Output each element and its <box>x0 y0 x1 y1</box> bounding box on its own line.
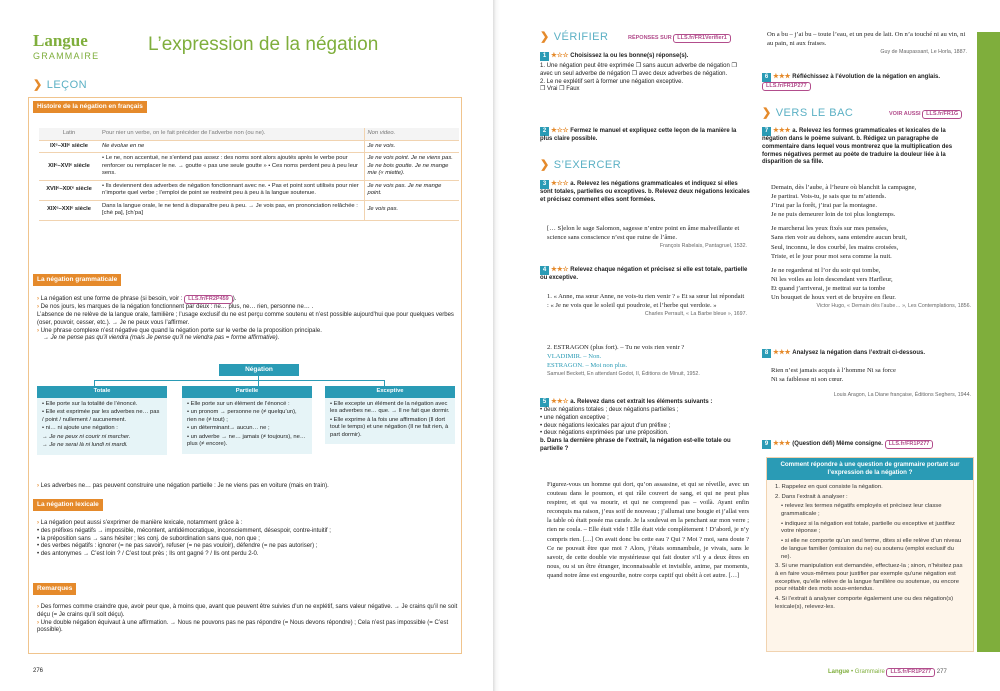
list-item: • la préposition sans → sans hésiter ; les conj. de subordination sans que, non que ; <box>37 535 260 542</box>
poem-line: Un bouquet de houx vert et de bruyère en fleur. <box>771 294 896 302</box>
poem-line: J’irai par la forêt, j’irai par la montagne. <box>771 202 878 210</box>
chevron-icon: › <box>37 483 41 489</box>
list-item: → Je ne serai là ni lundi ni mardi. <box>42 442 128 449</box>
exercise-1 <box>540 52 750 94</box>
poem-line: Je partirai. Vois-tu, je sais que tu m’attends. <box>771 193 887 201</box>
chevron-icon: › <box>37 304 41 311</box>
table-row <box>39 128 459 140</box>
see-also <box>889 110 962 119</box>
text: Des formes comme craindre que, avoir peur que, à moins que, avant que peuvent être suivies d’un ne explétif, sans valeur négative. → Je crains qu’il ne soit déçu (= Je crains qu’il soit déçu). <box>37 604 458 618</box>
method-box <box>766 457 974 652</box>
table-cell: Je vois pas. <box>364 200 459 220</box>
brand-title: Langue <box>33 31 88 50</box>
poem-line: Je ne regarderai ni l’or du soir qui tombe, <box>771 266 881 274</box>
poem-line: Ni sa faiblesse ni son cœur. <box>771 376 844 384</box>
paragraph: → Je ne pense pas qu’il viendra (mais Je pense qu’il ne viendra pas = forme affirmative). <box>43 335 280 342</box>
exercise-2 <box>540 127 750 144</box>
tree-line <box>94 380 385 381</box>
text: Fermez le manuel et expliquez cette leçon de la manière la plus claire possible. <box>540 128 737 142</box>
chevron-icon: › <box>37 619 41 626</box>
table-cell: • Ils deviennent des adverbes de négation fonctionnant avec ne. • Pas et point sont utilisés pour nier n’importe quel verbe ; l’emploi de point se restreint peu à peu à la langue soutenue. <box>99 180 364 200</box>
list-item: • indiquez si la négation est totale, partielle ou exceptive et justifiez votre réponse ; <box>781 520 955 535</box>
list-item: • deux négations exprimées par une préposition. <box>540 430 669 437</box>
col-totale <box>37 386 167 455</box>
poem-line: Je marcherai les yeux fixés sur mes pensées, <box>771 225 889 233</box>
poem-line: Et quand j’arriverai, je mettrai sur ta tombe <box>771 284 886 292</box>
list-item: • un adverbe → ne… jamais (≠ toujours), ne… plus (≠ encore). <box>187 433 306 448</box>
paragraph <box>37 620 461 636</box>
poem-line: Rien n’est jamais acquis à l’homme Ni sa force <box>771 367 896 374</box>
table-cell: Je ne vois point. Je ne viens pas. Je ne bois goutte. Je ne mange mie (« miette). <box>364 153 459 181</box>
list-item: 3. Si une manipulation est demandée, effectuez-la ; sinon, n’hésitez pas à en faire vous-mêmes pour justifier par exemple qu’une négation est exceptive, qu’elle relève de la langue familière ou soutenue, ou encore pour rétablir des mots sous-entendus. <box>775 563 963 593</box>
table-row <box>39 180 459 200</box>
quote-source: Charles Perrault, « La Barbe bleue », 1697. <box>644 311 747 318</box>
quote-source: François Rabelais, Pantagruel, 1532. <box>659 243 747 250</box>
quote-text: 1. « Anne, ma sœur Anne, ne vois-tu rien venir ? » Et sa sœur lui répondait : « Je ne vois que le soleil qui poudroie, et l’herbe qui verdoie. » <box>547 293 745 310</box>
lex-text <box>37 520 461 559</box>
exercise-number: 7 <box>762 127 771 136</box>
exercise-text: 2. Le ne explétif sert à former une négation exceptive. <box>540 78 684 85</box>
link-tag[interactable]: LLS.fr/FR1Verifier1 <box>673 34 731 43</box>
quote-source: Samuel Beckett, En attendant Godot, II, Éditions de Minuit, 1952. <box>547 371 700 378</box>
exercise-text: b. Dans la dernière phrase de l’extrait, la négation est-elle totale ou partielle ? <box>540 438 731 452</box>
list-item: • ni… ni ajoute une négation : <box>42 425 118 432</box>
footer-label <box>828 668 947 677</box>
exercise-number: 8 <box>762 349 771 358</box>
col-list <box>182 398 312 454</box>
section-verifier <box>540 30 608 44</box>
list-item: → Je ne peux ni courir ni marcher. <box>42 433 131 440</box>
list-item: • une négation exceptive ; <box>540 414 609 421</box>
table-cell: Je ne vois pas. Je ne mange point. <box>364 180 459 200</box>
page-number: 277 <box>936 669 947 675</box>
section-label: LEÇON <box>46 79 88 91</box>
exercise-text: 1. Une négation peut être exprimée ❒ sans aucun adverbe de négation ❒ avec un seul adverbe de négation ❒ avec deux adverbes de négation. <box>540 63 737 77</box>
paragraph <box>37 304 461 312</box>
text: des verbes négatifs : ignorer (= ne pas savoir), refuser (= ne pas vouloir), défendre (= ne pas autoriser) ; <box>40 543 318 550</box>
side-tab <box>977 32 1000 652</box>
lexical-bar: La négation lexicale <box>33 499 103 511</box>
poem-line: Triste, et le jour pour moi sera comme la nuit. <box>771 252 892 260</box>
list-item: • deux négations totales ; deux négations partielles ; <box>540 407 679 413</box>
col-head: Exceptive <box>325 386 455 398</box>
gram-text <box>37 295 461 343</box>
method-title: Comment répondre à une question de grammaire portant sur l’expression de la négation ? <box>767 458 973 480</box>
list-item: • Elle excepte un élément de la négation avec les adverbes ne… que. → Il ne fait que dormir. <box>330 400 450 415</box>
chevron-icon: › <box>37 604 41 610</box>
exercise-number: 5 <box>540 398 549 407</box>
exercise-3 <box>540 180 750 205</box>
table-cell: IXᵉ–XIIᵉ siècle <box>39 140 99 153</box>
exercise-title <box>540 398 750 407</box>
quote-maupassant-end <box>767 30 967 56</box>
text: a. Relevez les formes grammaticales et lexicales de la négation dans le poème suivant. b. Rédigez un paragraphe de commentaire dans lequel vous montrerez que la multiplication des formes négatives permet au poète de traduire la douleur liée à la disparition de sa fille. <box>762 128 953 166</box>
text: Une double négation équivaut à une affirmation. → Nous ne pouvons pas ne pas répondre (= Nous devons répondre) ; Cela n’est pas impossible (= C’est possible). <box>37 619 449 634</box>
quote-perrault <box>547 292 747 318</box>
exercise-4 <box>540 266 750 283</box>
list-item: • des préfixes négatifs → impossible, mécontent, antidémocratique, inconsciemment, désespoir, contre-intuitif ; <box>37 527 331 534</box>
chevron-icon: › <box>37 296 41 302</box>
poem-hugo <box>771 183 971 310</box>
quote-text: ESTRAGON. – Moi non plus. <box>547 362 628 370</box>
link-tag[interactable]: LLS.fr/FR1P277 <box>762 82 811 91</box>
chevron-icon: ❯ <box>540 31 550 43</box>
text: RÉPONSES SUR <box>628 35 672 41</box>
col-list <box>37 398 167 455</box>
paragraph <box>37 295 461 304</box>
quote-source: Victor Hugo, « Demain dès l’aube… », Les Contemplations, 1856. <box>816 303 971 310</box>
section-label: VERS LE BAC <box>775 107 854 119</box>
table-cell: Ne évolue en ne <box>99 140 364 153</box>
book-gutter <box>493 0 500 691</box>
text: • Grammaire <box>851 669 885 675</box>
paragraph <box>37 520 461 528</box>
star-icon: ★★★ <box>773 127 793 134</box>
gram-note <box>37 483 461 491</box>
list-item: • un pronom → personne ne (≠ quelqu’un), rien ne (≠ tout) ; <box>187 409 297 423</box>
quote-maupassant: Figurez-vous un homme qui dort, qu’on assassine, et qui se réveille, avec un couteau dans le poumon, et qui râle couvert de sang, et qui ne peut plus respirer, et qui va mourir, et qui ne comprend pas – voilà. Ayant enfin reconquis ma raison, j’eus soif de nouveau ; j’allumai une bougie et j’allai vers la table où était posée ma carafe. Je la soulevai en la penchant sur mon verre ; rien ne coula. – Elle était vide ! Elle était vide complètement ! D’abord, je n’y compris rien. […] On avait donc bu cette eau ? Qui ? Moi ? moi, sans doute ? Ce ne pouvait être que moi ? Alors, j’étais somnambule, je vivais, sans le savoir, de cette double vie mystérieuse qui fait douter s’il y a deux êtres en nous, ou si un être étranger, inconnaissable et invisible, anime, par moments, quand notre âme est engourdie, notre corps captif qui obéit à cet autre. […] <box>547 481 749 579</box>
paragraph <box>37 604 461 620</box>
table-cell: XVIIᵉ–XIXᵉ siècle <box>39 180 99 200</box>
table-cell: XIXᵉ–XXIᵉ siècle <box>39 200 99 220</box>
text: La négation est une forme de phrase (si besoin, voir : <box>40 296 185 302</box>
text: VOIR AUSSI <box>889 111 921 117</box>
star-icon: ★★★ <box>773 349 793 356</box>
quote-rabelais <box>547 224 747 250</box>
left-page <box>0 0 493 691</box>
poem-aragon <box>771 366 971 399</box>
quote-text: On a bu – j’ai bu – toute l’eau, et un peu de lait. On n’a touché ni au vin, ni au pain, ni aux fraises. <box>767 31 966 48</box>
exercise-number: 9 <box>762 440 771 449</box>
list-item: • des antonymes → C’est loin ? / C’est tout près ; Ils ont gagné ? / Ils ont perdu 2-0. <box>37 551 259 558</box>
link-tag[interactable]: LLS.fr/FR1P277 <box>886 668 935 677</box>
text: Une phrase complexe n’est négative que quand la négation porte sur le verbe de la proposition principale. <box>40 327 322 334</box>
text: Choisissez la ou les bonne(s) réponse(s). <box>570 53 689 59</box>
quote-text: 2. ESTRAGON (plus fort). – Tu ne vois rien venir ? <box>547 344 685 351</box>
exercise-number: 6 <box>762 73 771 82</box>
list-item: • Elle est exprimée par les adverbes ne… pas / point / nullement / aucunement. <box>42 409 160 423</box>
exercise-number: 2 <box>540 127 549 136</box>
list-item: • Elle porte sur la totalité de l’énoncé. <box>42 400 138 407</box>
text: des antonymes → C’est loin ? / C’est tout près ; Ils ont gagné ? / Ils ont perdu 2-0. <box>40 551 259 558</box>
exercise-9 <box>762 440 972 449</box>
negation-label: Négation <box>219 364 299 376</box>
text: Langue <box>828 669 850 675</box>
list-item: • des verbes négatifs : ignorer (= ne pas savoir), refuser (= ne pas vouloir), défendre (= ne pas autoriser) ; <box>37 543 318 550</box>
list-item: • si elle ne comporte qu’un seul terme, dites si elle relève d’un niveau de langue familier (omission du ne) ou soutenu (emploi exclusif du ne). <box>781 538 962 560</box>
grammatical-bar: La négation grammaticale <box>33 274 121 286</box>
text: Analysez la négation dans l’extrait ci-dessous. <box>792 350 926 356</box>
col-head: Totale <box>37 386 167 398</box>
list-item: • un déterminant→ aucun… ne ; <box>187 425 270 432</box>
page-title: L’expression de la négation <box>148 34 379 55</box>
list-item: 2. Dans l’extrait à analyser : <box>775 493 848 500</box>
text: La négation peut aussi s’exprimer de manière lexicale, notamment grâce à : <box>40 520 243 526</box>
exercise-8 <box>762 349 972 358</box>
col-exceptive <box>325 386 455 444</box>
section-bac <box>762 106 853 120</box>
text: (Question défi) Même consigne. <box>792 441 883 447</box>
star-icon: ★☆☆ <box>551 180 571 187</box>
exercise-7 <box>762 127 972 167</box>
history-table <box>39 128 459 221</box>
exercise-6 <box>762 73 972 91</box>
text: ). <box>232 296 237 302</box>
text: Réfléchissez à l’évolution de la négation en anglais. <box>792 74 941 80</box>
star-icon: ★★☆ <box>551 398 571 405</box>
text: des préfixes négatifs → impossible, mécontent, antidémocratique, inconsciemment, désespoir, contre-intuitif ; <box>40 527 331 534</box>
poem-line: Je ne puis demeurer loin de toi plus longtemps. <box>771 211 896 219</box>
lesson-box <box>28 97 462 654</box>
page-number: 276 <box>33 668 44 674</box>
list-item: • Elle exprime à la fois une affirmation (Il dort tout le temps) et une négation (Il ne fait rien, à part dormir). <box>330 416 449 438</box>
table-cell: • Le ne, non accentué, ne s’entend pas assez : des noms sont alors ajoutés après le verbe pour renforcer ou remplacer le ne. → goutte « pas une seule goutte » • Ces noms perdent peu à peu leur sens. <box>99 153 364 181</box>
list-item: • deux négations lexicales par ajout d’un préfixe ; <box>540 422 671 429</box>
section-label: VÉRIFIER <box>553 31 609 43</box>
quote-text: VLADIMIR. – Non. <box>547 353 602 361</box>
list-item: 1. Rappelez en quoi consiste la négation. <box>775 484 883 491</box>
list-item: • Elle porte sur un élément de l’énoncé : <box>187 400 290 407</box>
chevron-icon: ❯ <box>762 107 772 119</box>
table-cell: Non video. <box>364 128 459 140</box>
quote-text: [… S]elon le sage Salomon, sagesse n’entre point en âme malveillante et science sans conscience n’est que ruine de l’âme. <box>547 225 740 242</box>
table-row <box>39 200 459 220</box>
chevron-icon: ❯ <box>33 79 43 91</box>
exercise-title <box>540 52 750 61</box>
poem-line: Demain, dès l’aube, à l’heure où blanchit la campagne, <box>771 184 917 191</box>
table-cell: Je ne vois. <box>364 140 459 153</box>
brand-subtitle: GRAMMAIRE <box>33 51 100 61</box>
link-tag[interactable]: LLS.fr/FR1G <box>922 110 962 119</box>
history-bar: Histoire de la négation en français <box>33 101 147 113</box>
section-label: S’EXERCER <box>553 159 622 171</box>
paragraph: L’absence de ne relève de la langue orale, familière ; l’usage exclusif du ne est perçu comme soutenu et n’est possible aujourd’hui que pour quelques verbes (oser, pouvoir, cesser, etc.). → Je ne peux vous l’affirmer. <box>37 311 454 326</box>
table-row <box>39 140 459 153</box>
star-icon: ★★☆ <box>551 266 571 273</box>
table-cell: Latin <box>39 128 99 140</box>
section-lecon <box>33 78 87 92</box>
star-icon: ★★★ <box>773 73 793 80</box>
remarks-bar: Remarques <box>33 583 76 595</box>
table-row <box>39 153 459 181</box>
col-partielle <box>182 386 312 454</box>
text: a. Relevez les négations grammaticales et indiquez si elles sont totales, partielles ou exceptives. b. Relevez deux négations lexicales et précisez comment elles sont formées. <box>540 181 750 203</box>
chevron-icon: › <box>37 327 41 334</box>
exercise-number: 4 <box>540 266 549 275</box>
col-list <box>325 398 455 445</box>
text: Les adverbes ne… pas peuvent construire une négation partielle : Je ne viens pas en voiture (mais en train). <box>40 483 329 489</box>
link-tag[interactable]: LLS.fr/FR2P459 <box>184 295 233 304</box>
quote-beckett <box>547 343 747 379</box>
link-tag[interactable]: LLS.fr/FR1P277 <box>885 440 934 449</box>
table-cell: Dans la langue orale, le ne tend à disparaître peu à peu. → Je vois pas, en prononciation relâchée : [chè pa], [ch’pa] <box>99 200 364 220</box>
exercise-number: 3 <box>540 180 549 189</box>
table-cell: Pour nier un verbe, on le fait précéder de l’adverbe non (ou ne). <box>99 128 364 140</box>
answers-label <box>628 34 731 43</box>
col-head: Partielle <box>182 386 312 398</box>
poem-line: Sans rien voir au dehors, sans entendre aucun bruit, <box>771 234 907 242</box>
quote-source: Louis Aragon, La Diane française, Éditions Seghers, 1944. <box>833 392 971 399</box>
exercise-5 <box>540 398 750 454</box>
star-icon: ★★★ <box>773 440 793 447</box>
quote-source: Guy de Maupassant, Le Horla, 1887. <box>880 49 967 56</box>
poem-line: Ni les voiles au loin descendant vers Harfleur, <box>771 275 893 283</box>
text: De nos jours, les marques de la négation fonctionnent par deux : ne… plus, ne… rien, personne ne… . <box>40 304 314 311</box>
exercise-number: 1 <box>540 52 549 61</box>
list-item: 4. Si l’extrait à analyser comporte également une ou des négation(s) lexicale(s), relevez-les. <box>775 595 954 610</box>
star-icon: ★☆☆ <box>551 127 571 134</box>
rem-text <box>37 604 461 635</box>
text: Relevez chaque négation et précisez si elle est totale, partielle ou exceptive. <box>540 267 748 281</box>
exercise-text: ❒ Vrai ❒ Faux <box>540 86 580 93</box>
text: la préposition sans → sans hésiter ; les conj. de subordination sans que, non que ; <box>40 535 260 542</box>
text: a. Relevez dans cet extrait les éléments suivants : <box>570 399 713 405</box>
chevron-icon: ❯ <box>540 159 550 171</box>
section-exercer <box>540 158 621 172</box>
chevron-icon: › <box>37 520 41 526</box>
table-cell: XIIᵉ–XVIᵉ siècle <box>39 153 99 181</box>
list-item: • relevez les termes négatifs employés et précisez leur classe grammaticale ; <box>781 503 942 518</box>
method-list <box>767 480 973 617</box>
star-icon: ★☆☆ <box>551 52 571 59</box>
paragraph <box>37 328 461 336</box>
poem-line: Seul, inconnu, le dos courbé, les mains croisées, <box>771 243 899 251</box>
